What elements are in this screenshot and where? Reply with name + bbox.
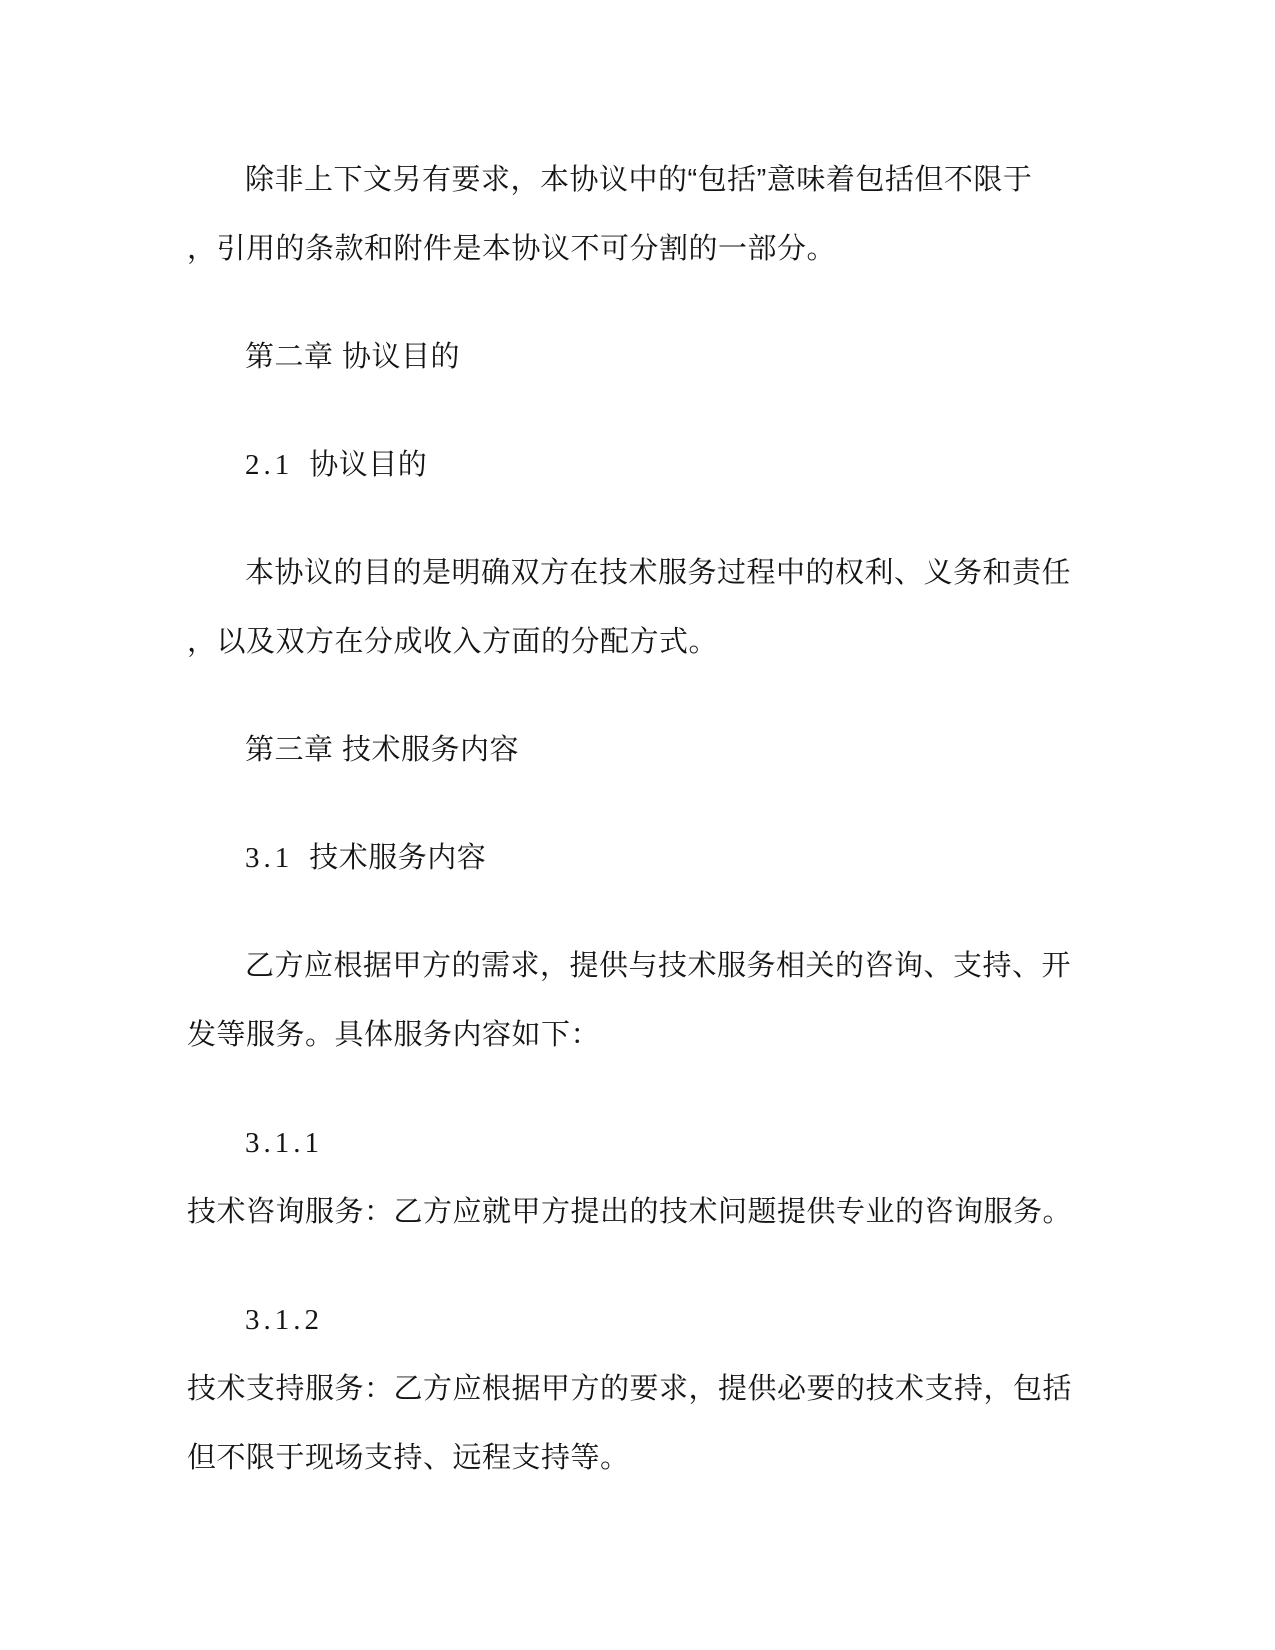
paragraph-inclusion-clause (187, 146, 1097, 284)
chapter-3-heading (187, 716, 1097, 785)
section-number: 2.1 (245, 449, 294, 481)
clause-number: 3.1.1 (245, 1127, 323, 1159)
paragraph-line: 除非上下文另有要求，本协议中的“包括”意味着包括但不限于 (245, 164, 1033, 196)
section-heading-text: 协议目的 (309, 449, 428, 481)
section-heading-line (187, 824, 1097, 893)
section-heading-text: 技术服务内容 (309, 842, 487, 874)
contract-text (187, 146, 1097, 1493)
section-2-1-heading (187, 431, 1097, 500)
paragraph-line: ，以及双方在分成收入方面的分配方式。 (187, 626, 719, 658)
clause-3-1-2 (187, 1286, 1097, 1493)
clause-text-line: 但不限于现场支持、远程支持等。 (187, 1442, 630, 1474)
chapter-heading-text: 第二章 协议目的 (245, 341, 461, 373)
paragraph-line: 发等服务。具体服务内容如下： (187, 1019, 601, 1051)
clause-text-line: 技术咨询服务：乙方应就甲方提出的技术问题提供专业的咨询服务。 (187, 1196, 1073, 1228)
section-heading-line (187, 431, 1097, 500)
clause-number-line (187, 1286, 1097, 1355)
clause-text-line: 技术支持服务：乙方应根据甲方的要求，提供必要的技术支持，包括 (187, 1373, 1073, 1405)
section-3-1-heading (187, 824, 1097, 893)
paragraph-line: 乙方应根据甲方的需求，提供与技术服务相关的咨询、支持、开 (245, 950, 1072, 982)
clause-number: 3.1.2 (245, 1304, 323, 1336)
chapter-heading-text: 第三章 技术服务内容 (245, 734, 520, 766)
paragraph-line: 本协议的目的是明确双方在技术服务过程中的权利、义务和责任 (245, 557, 1072, 589)
paragraph-services-intro (187, 932, 1097, 1070)
paragraph-line: ，引用的条款和附件是本协议不可分割的一部分。 (187, 233, 837, 265)
section-number: 3.1 (245, 842, 294, 874)
paragraph-purpose (187, 539, 1097, 677)
clause-3-1-1 (187, 1109, 1097, 1247)
clause-number-line (187, 1109, 1097, 1178)
chapter-2-heading (187, 323, 1097, 392)
